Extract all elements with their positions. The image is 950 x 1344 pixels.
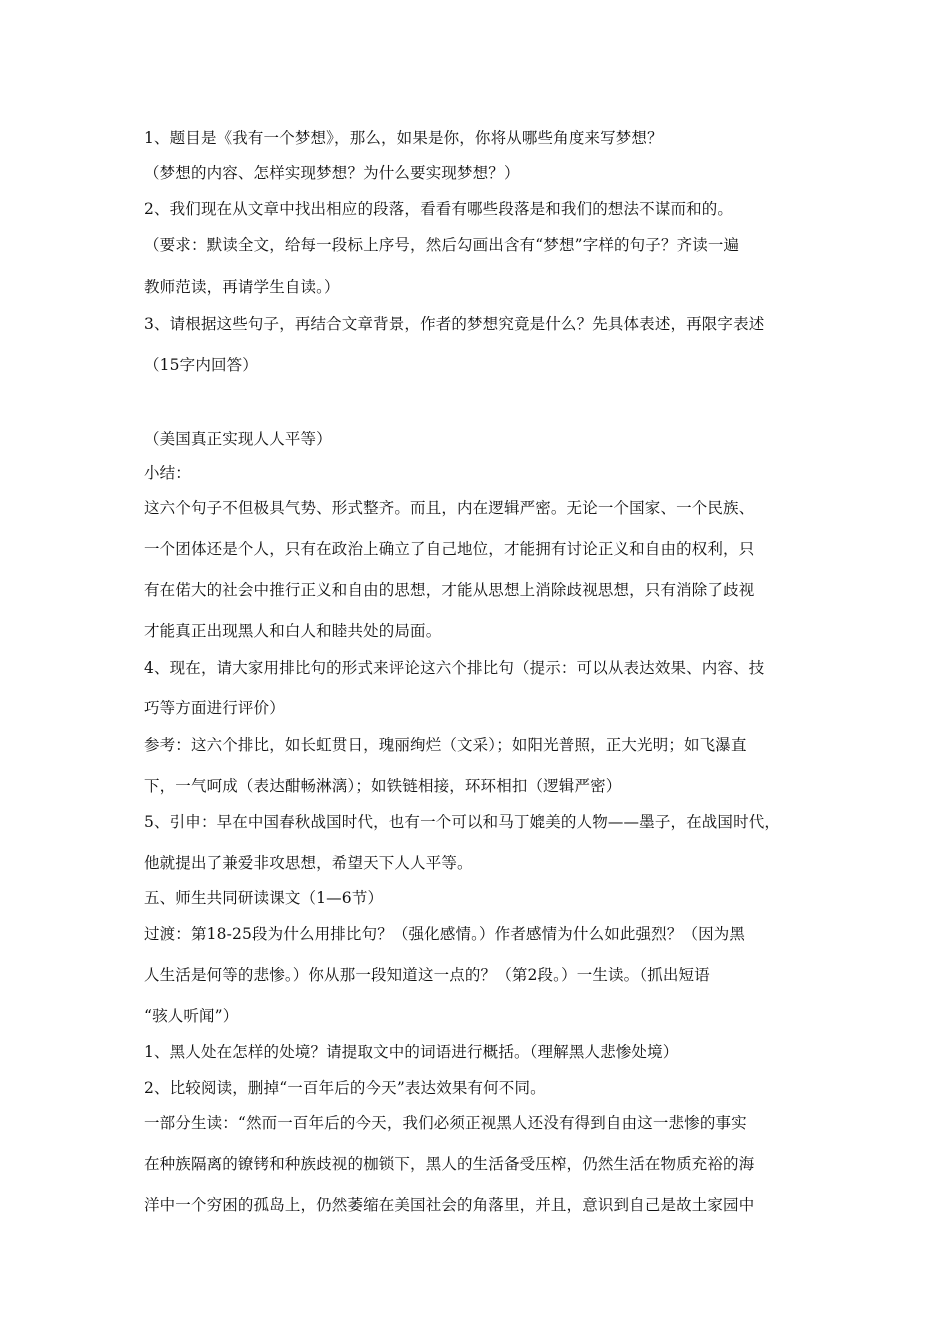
summary-line-1: 这六个句子不但极具气势、形式整齐。而且，内在逻辑严密。无论一个国家、一个民族、 bbox=[144, 499, 755, 517]
transition-line-2: 人生活是何等的悲惨。）你从那一段知道这一点的？（第2段。）一生读。（抓出短语 bbox=[144, 966, 710, 984]
question-4-line-2: 巧等方面进行评价） bbox=[144, 699, 285, 717]
summary-line-4: 才能真正出现黑人和白人和睦共处的局面。 bbox=[144, 622, 442, 640]
question-3: 3、请根据这些句子，再结合文章背景，作者的梦想究竟是什么？先具体表述，再限字表述 bbox=[144, 315, 765, 333]
summary-heading: 小结： bbox=[144, 464, 191, 482]
question-3-hint: （15字内回答） bbox=[144, 356, 258, 374]
section-5-question-2: 2、比较阅读，删掉“一百年后的今天”表达效果有何不同。 bbox=[144, 1079, 546, 1097]
transition-line-1: 过渡：第18-25段为什么用排比句？（强化感情。）作者感情为什么如此强烈？（因为黑 bbox=[144, 925, 746, 943]
question-3-answer: （美国真正实现人人平等） bbox=[144, 430, 332, 448]
question-2-requirement-line-2: 教师范读，再请学生自读。） bbox=[144, 278, 340, 296]
transition-line-3: “骇人听闻”） bbox=[144, 1007, 239, 1025]
question-5-line-2: 他就提出了兼爱非攻思想，希望天下人人平等。 bbox=[144, 854, 473, 872]
question-1-hint: （梦想的内容、怎样实现梦想？为什么要实现梦想？） bbox=[144, 164, 520, 182]
reading-line-3: 洋中一个穷困的孤岛上，仍然萎缩在美国社会的角落里，并且，意识到自己是故土家园中 bbox=[144, 1196, 755, 1214]
question-4-line-1: 4、现在，请大家用排比句的形式来评论这六个排比句（提示：可以从表达效果、内容、技 bbox=[144, 659, 765, 677]
question-5-line-1: 5、引申：早在中国春秋战国时代，也有一个可以和马丁媲美的人物——墨子，在战国时代， bbox=[144, 813, 781, 831]
summary-line-3: 有在偌大的社会中推行正义和自由的思想，才能从思想上消除歧视思想，只有消除了歧视 bbox=[144, 581, 755, 599]
question-2: 2、我们现在从文章中找出相应的段落，看看有哪些段落是和我们的想法不谋而和的。 bbox=[144, 200, 734, 218]
section-5-heading: 五、师生共同研读课文（1—6节） bbox=[144, 889, 384, 907]
reference-line-2: 下，一气呵成（表达酣畅淋漓）；如铁链相接，环环相扣（逻辑严密） bbox=[144, 777, 622, 795]
section-5-question-1: 1、黑人处在怎样的处境？请提取文中的词语进行概括。（理解黑人悲惨处境） bbox=[144, 1043, 679, 1061]
question-1: 1、题目是《我有一个梦想》，那么，如果是你，你将从哪些角度来写梦想？ bbox=[144, 129, 663, 147]
reference-line-1: 参考：这六个排比，如长虹贯日，瑰丽绚烂（文采）；如阳光普照，正大光明；如飞瀑直 bbox=[144, 736, 747, 754]
reading-line-2: 在种族隔离的镣铐和种族歧视的枷锁下，黑人的生活备受压榨，仍然生活在物质充裕的海 bbox=[144, 1155, 755, 1173]
summary-line-2: 一个团体还是个人，只有在政治上确立了自己地位，才能拥有讨论正义和自由的权利，只 bbox=[144, 540, 755, 558]
question-2-requirement-line-1: （要求：默读全文，给每一段标上序号，然后勾画出含有“梦想”字样的句子？齐读一遍 bbox=[144, 236, 740, 254]
reading-line-1: 一部分生读：“然而一百年后的今天，我们必须正视黑人还没有得到自由这一悲惨的事实 bbox=[144, 1114, 747, 1132]
